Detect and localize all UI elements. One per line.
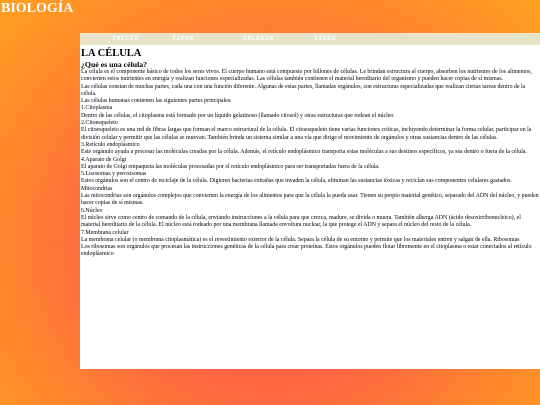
item-heading: Mitocondrias (81, 185, 113, 192)
item-text: Estos orgánulos son el centro de reciclaje de la célula. Digieren bacterias extrañas que invaden la célula, eliminan las sustancias tóxicas y reciclan sus componentes celulares gastados. (81, 178, 512, 185)
item-text: Este orgánulo ayuda a procesar las moléculas creadas por la célula. Además, el retículo endoplásmico transporta estas moléculas a sus destinos específicos, ya sea dentro o fuera de la célula. (81, 149, 527, 156)
item-text: El aparato de Golgi empaqueta las moléculas procesadas por el retículo endoplásmico para ser transportadas fuera de la célula. (81, 163, 380, 170)
nav-link-galeria[interactable]: GALERIA (243, 35, 274, 42)
page-title: LA CÉLULA (81, 48, 142, 59)
item-heading: 6.Núcleo (81, 207, 103, 214)
section-subtitle: ¿Qué es una célula? (81, 60, 148, 69)
item-text: El citoesqueleto es una red de fibras largas que forman el marco estructural de la célula. El citoesqueleto tiene varias funciones críticas, incluyendo determinar la forma celular, participar en la división celular y permitir que las células se muevan. También brinda un sistema similar a una vía que dirige el movimiento de orgánulos y otras sustancias dentro de las células. (81, 127, 532, 141)
content-panel (80, 45, 540, 369)
nav-link-tipos[interactable]: TIPOS (172, 35, 195, 42)
item-heading: 3.Retículo endoplásmico (81, 141, 140, 148)
item-heading: 4.Aparato de Golgi (81, 156, 127, 163)
item-heading: 2.Citoesqueleto (81, 120, 118, 127)
main-nav (80, 33, 540, 45)
intro-paragraph: La célula es el componente básico de todos los seres vivos. El cuerpo humano está compuesto por billones de células. Le brindan estructura al cuerpo, absorben los nutrientes de los alimentos, convierten estos nutrientes en energía y realizan funciones especializadas. Las células también contienen el material hereditario del organismo y pueden hacer copias de sí mismas. (81, 69, 532, 83)
item-text: Dentro de las células, el citoplasma está formado por un líquido gelatinoso (llamado citosol) y otras estructuras que rodean el núcleo. (81, 112, 395, 119)
item-heading: 1.Citoplasma (81, 105, 113, 112)
item-text: El núcleo sirve como centro de comando de la célula, enviando instrucciones a la célula para que crezca, madure, se divida o muera. También alberga ADN (ácido desoxirribonucleico), el material hereditario de la célula. El núcleo está rodeado por una membrana llamada envoltura nuclear, la que protege el ADN y separa el núcleo del resto de la célula. (81, 214, 521, 229)
nav-link-video[interactable]: VIDEO (314, 35, 337, 42)
site-title: BIOLOGÍA (1, 1, 74, 16)
item-heading: 7.Membrana celular (81, 229, 129, 236)
nav-link-inicio[interactable]: INICIO (112, 35, 139, 42)
article (80, 45, 540, 259)
item-heading: 5.Lisosomas y peroxisomas (81, 171, 147, 178)
list-intro: Las células humanas contienen las siguientes partes principales: (81, 98, 232, 105)
parts-paragraph: Las células constan de muchas partes, cada una con una función diferente. Algunas de estas partes, llamadas orgánulos, son estructuras especializadas que realizan ciertas tareas dentro de la célula. (81, 83, 526, 97)
item-text: Las mitocondrias son orgánulos complejos que convierten la energía de los alimentos para que la célula la pueda usar. Tienen su propio material genético, separado del ADN del núcleo, y pueden hacer copias de sí mismas. (81, 193, 539, 207)
item-text: La membrana celular (o membrana citoplasmática) es el revestimiento exterior de la célula. Separa la célula de su entorno y permite que los materiales entren y salgan de ella. Ribosomas (81, 236, 520, 243)
item-text: Los ribosomas son orgánulos que procesan las instrucciones genéticas de la célula para crear proteínas. Estos orgánulos pueden flotar libremente en el citoplasma o estar conectados al retículo endoplásmico (81, 244, 532, 258)
